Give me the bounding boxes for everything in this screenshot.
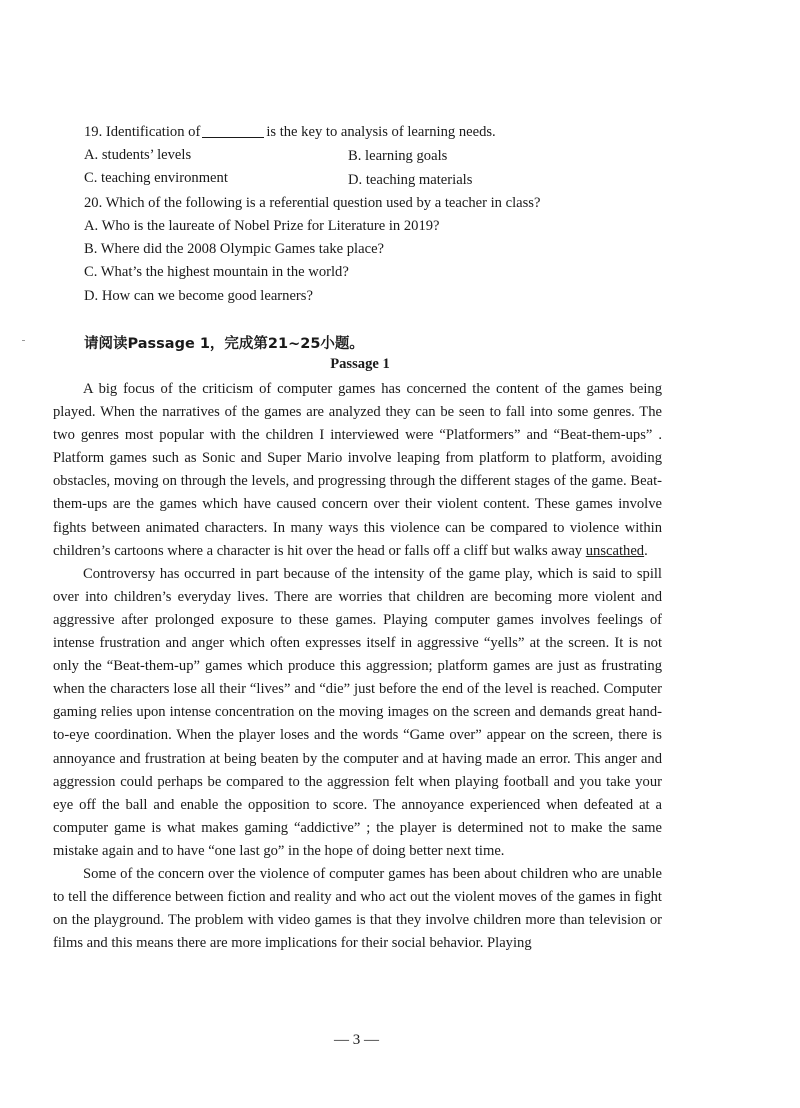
question-20-option-d: D. How can we become good learners? xyxy=(84,288,313,304)
passage-paragraph-1 xyxy=(53,378,662,563)
paragraph-1-text: A big focus of the criticism of computer games has concerned the content of the games being played. When the narratives of the games are analyzed they can be seen to fall into some genres. The two genres most popular with the children I interviewed were “Platformers” and “Beat-them-ups” . Platform games such as Sonic and Super Mario involve leaping from platform to platform, avoiding obstacles, moving on through the levels, and progressing through the different stages of the game. Beat-them-ups are the games which have caused concern over their violent content. These games involve fights between animated characters. In many ways this violence can be compared to violence within children’s cartoons where a character is hit over the head or falls off a cliff but walks away xyxy=(53,381,662,559)
passage-body xyxy=(53,378,662,955)
page-number: — 3 — xyxy=(334,1032,379,1048)
question-19-option-c: C. teaching environment xyxy=(84,170,228,186)
question-19-stem-after: is the key to analysis of learning needs. xyxy=(266,124,496,140)
paragraph-1-end: . xyxy=(644,542,648,559)
passage-paragraph-3: Some of the concern over the violence of computer games has been about children who are unable to tell the difference between fiction and reality and who act out the violent moves of the games in fight on the playground. The problem with video games is that they involve children more than television or films and this means there are more implications for their social behavior. Playing xyxy=(53,865,662,952)
margin-mark xyxy=(22,340,25,341)
question-19-option-b: B. learning goals xyxy=(348,148,448,164)
question-20-option-c: C. What’s the highest mountain in the world? xyxy=(84,264,349,280)
question-20-option-b: B. Where did the 2008 Olympic Games take place? xyxy=(84,241,385,257)
question-19-option-d: D. teaching materials xyxy=(348,172,473,188)
question-20-stem: 20. Which of the following is a referential question used by a teacher in class? xyxy=(84,195,541,211)
passage-title: Passage 1 xyxy=(330,356,390,372)
question-20-option-a: A. Who is the laureate of Nobel Prize for Literature in 2019? xyxy=(84,218,440,234)
reading-instruction: 请阅读Passage 1，完成第21~25小题。 xyxy=(84,336,364,352)
question-19-option-a: A. students’ levels xyxy=(84,147,192,163)
question-19-stem xyxy=(84,124,496,140)
passage-paragraph-2: Controversy has occurred in part because of the intensity of the game play, which is said to spill over into children’s everyday lives. There are worries that children are becoming more violent and aggressive after prolonged exposure to these games. Playing computer games involves feelings of intense frustration and anger which often expresses itself in aggressive “yells” at the screen. It is not only the “Beat-them-up” games which produce this aggression; platform games are just as frustrating when the characters lose all their “lives” and “die” just before the end of the level is reached. Computer gaming relies upon intense concentration on the moving images on the screen and demands great hand-to-eye coordination. When the player loses and the words “Game over” appear on the screen, there is annoyance and frustration at being beaten by the computer and at having made an error. This anger and aggression could perhaps be compared to the aggression felt when playing football and you take your eye off the ball and enable the opposition to score. The annoyance experienced when defeated at a computer game is what makes gaming “addictive” ; the player is determined not to make the same mistake again and to have “one last go” in the hope of doing better next time. xyxy=(53,565,662,859)
underlined-word: unscathed xyxy=(585,542,645,559)
answer-blank xyxy=(202,124,264,138)
question-19-stem-before: 19. Identification of xyxy=(84,124,201,140)
